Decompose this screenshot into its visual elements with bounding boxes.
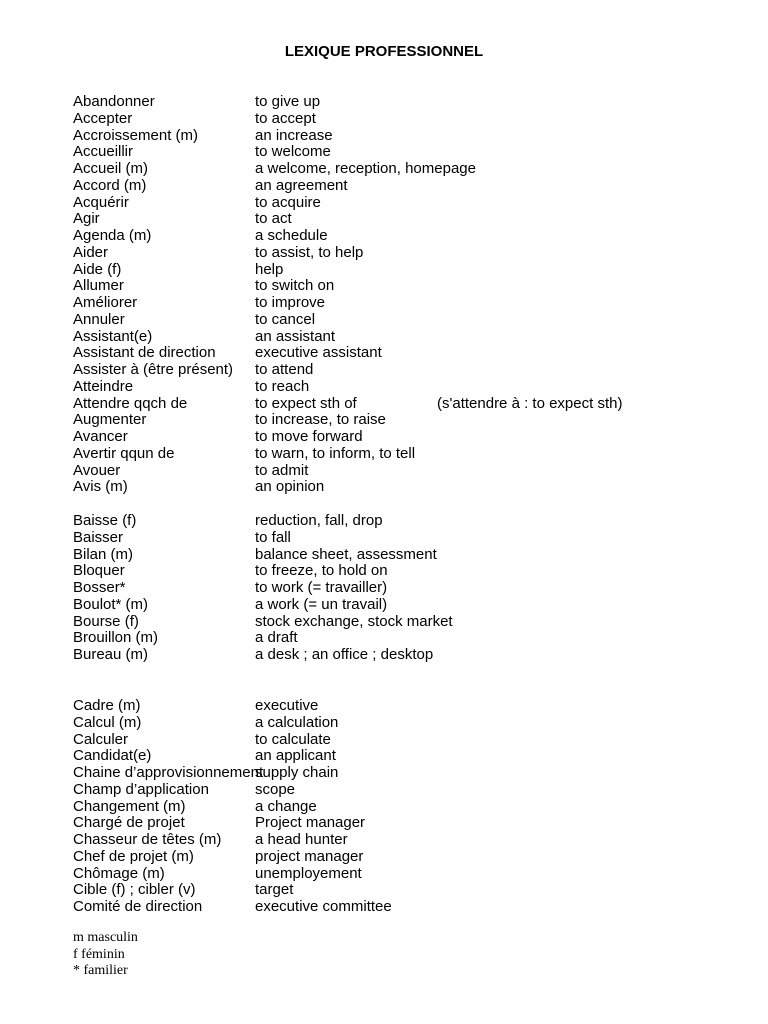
french-term: Boulot* (m) [73,595,149,613]
french-term: Abandonner [73,93,155,110]
english-translation: to fall [255,528,291,546]
english-translation: to improve [255,294,326,311]
page-title: LEXIQUE PROFESSIONNEL [284,43,484,60]
english-translation: to assist, to help [255,243,364,261]
english-translation: to expect sth of [255,394,357,412]
french-term: Agir [73,210,100,228]
french-term: Aide (f) [73,260,122,278]
french-term: Accepter [73,109,133,127]
english-translation: executive assistant [255,344,382,362]
english-translation: a draft [255,629,298,647]
french-term: Bloquer [73,562,125,580]
english-translation: reduction, fall, drop [255,512,383,529]
french-term: Attendre qqch de [73,394,188,412]
french-term: Bureau (m) [73,646,149,663]
english-translation: a schedule [255,227,328,244]
english-translation: target [255,881,294,899]
english-translation: an increase [255,126,333,144]
french-term: Cible (f) ; cibler (v) [73,881,196,899]
english-translation: an assistant [255,327,336,345]
english-translation: to increase, to raise [255,411,386,429]
english-translation: an opinion [255,478,325,496]
english-translation: project manager [255,847,364,865]
english-translation: a work (= un travail) [255,595,388,613]
english-translation: a welcome, reception, homepage [255,160,476,177]
french-term: Champ d’application [73,780,209,798]
english-translation: to reach [255,377,310,395]
english-translation: to give up [255,93,321,110]
english-translation: Project manager [255,814,366,832]
english-translation: to attend [255,361,314,378]
french-term: Accord (m) [73,176,147,194]
french-term: Annuler [73,310,125,328]
french-term: Calculer [73,730,129,748]
french-term: Accueillir [73,143,134,161]
english-translation: executive committee [255,898,392,915]
french-term: Comité de direction [73,898,203,915]
french-term: Augmenter [73,411,147,429]
english-translation: help [255,260,284,278]
english-translation: to calculate [255,730,331,748]
english-translation: a calculation [255,713,339,731]
french-term: Baisse (f) [73,512,137,529]
english-translation: a desk ; an office ; desktop [255,646,434,663]
french-term: Baisser [73,528,124,546]
english-translation: to warn, to inform, to tell [255,444,416,462]
french-term: Avouer [73,461,121,479]
usage-note: (s'attendre à : to expect sth) [437,394,623,412]
english-translation: to work (= travailler) [255,579,388,596]
english-translation: unemployement [255,864,362,882]
english-translation: scope [255,780,296,798]
english-translation: executive [255,697,319,714]
legend-line: m masculin [73,930,138,945]
french-term: Avis (m) [73,478,128,496]
english-translation: to welcome [255,143,331,161]
french-term: Chasseur de têtes (m) [73,831,222,848]
french-term: Brouillon (m) [73,629,159,647]
french-term: Candidat(e) [73,747,152,765]
english-translation: to freeze, to hold on [255,562,388,580]
english-translation: to acquire [255,193,321,211]
english-translation: supply chain [255,764,339,781]
english-translation: stock exchange, stock market [255,612,453,630]
english-translation: to cancel [255,310,316,328]
english-translation: to switch on [255,277,335,295]
french-term: Acquérir [73,193,129,211]
legend-line: * familier [73,963,128,978]
french-term: Accueil (m) [73,160,149,177]
french-term: Accroissement (m) [73,126,199,144]
french-term: Cadre (m) [73,697,141,714]
french-term: Assister à (être présent) [73,361,234,378]
french-term: Assistant(e) [73,327,153,345]
french-term: Agenda (m) [73,227,152,244]
abbreviation-legend [73,930,138,980]
english-translation: to move forward [255,428,363,445]
french-term: Allumer [73,277,124,295]
french-term: Atteindre [73,377,134,395]
english-translation: a change [255,797,317,815]
french-term: Chômage (m) [73,864,165,882]
french-term: Chaine d’approvisionnement [73,764,264,781]
english-translation: an agreement [255,176,348,194]
english-translation: to accept [255,109,316,127]
english-translation: a head hunter [255,831,348,848]
french-term: Aider [73,243,109,261]
french-term: Bosser* [73,579,126,596]
legend-line: f féminin [73,946,125,962]
french-term: Bilan (m) [73,545,134,563]
french-term: Bourse (f) [73,612,139,630]
french-term: Changement (m) [73,797,186,815]
french-term: Avertir qqun de [73,444,175,462]
english-translation: an applicant [255,747,336,765]
english-translation: to act [255,210,292,228]
french-term: Assistant de direction [73,344,216,362]
french-term: Améliorer [73,294,138,311]
french-term: Chef de projet (m) [73,847,194,865]
english-translation: balance sheet, assessment [255,545,437,563]
french-term: Chargé de projet [73,814,185,832]
english-translation: to admit [255,461,309,479]
french-term: Avancer [73,428,128,445]
french-term: Calcul (m) [73,713,142,731]
